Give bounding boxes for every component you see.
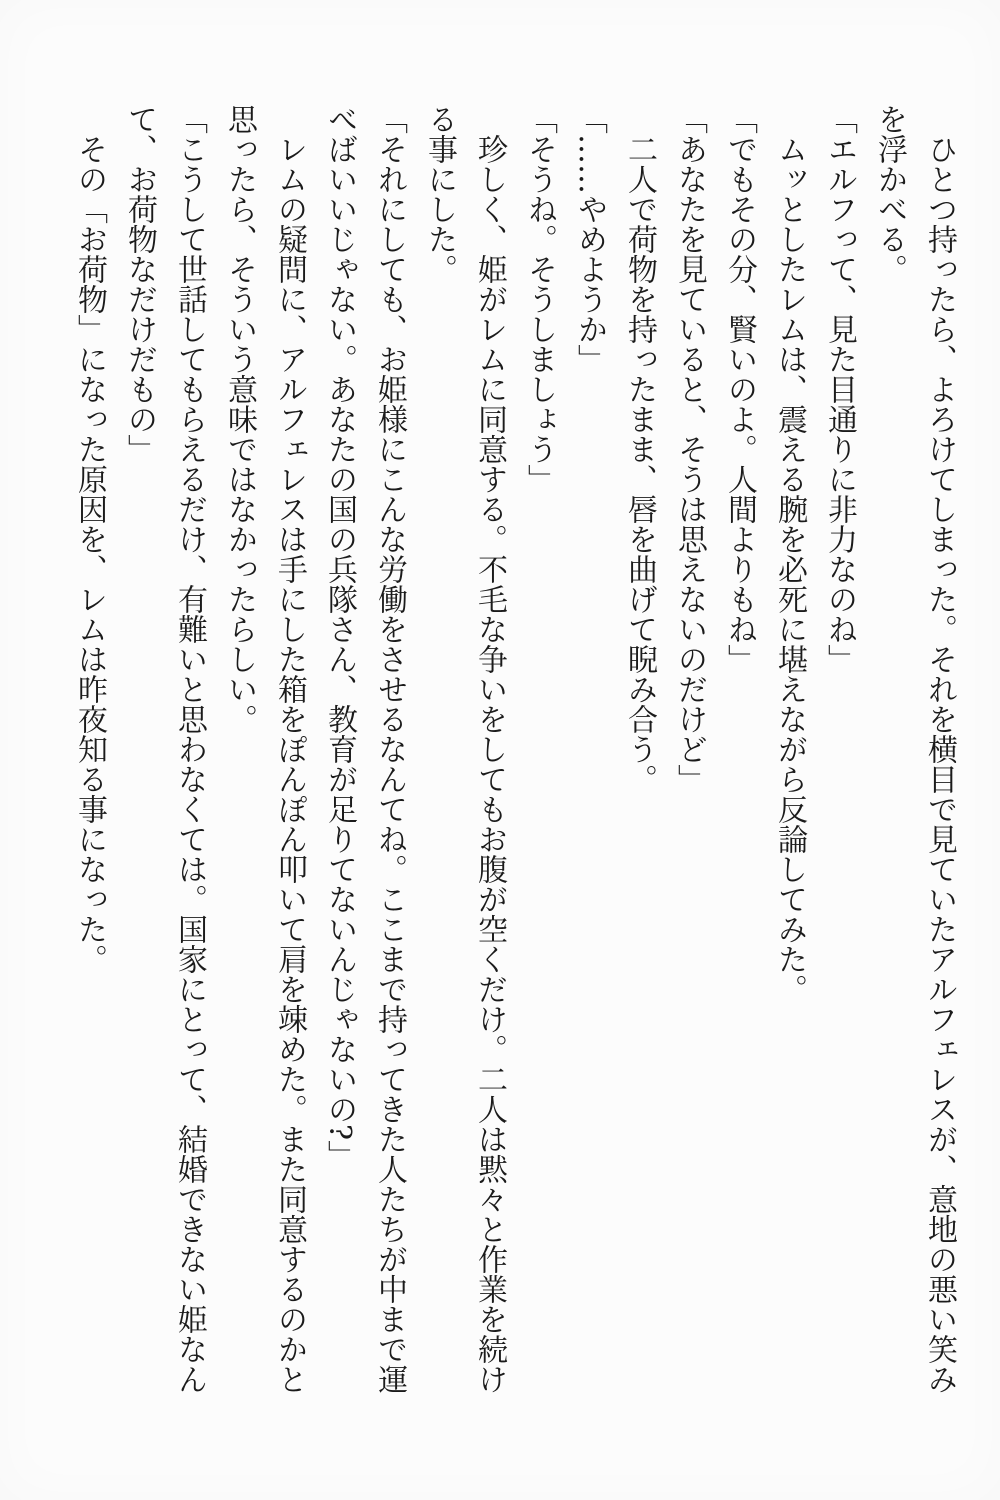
paragraph-dialogue: 「……やめようか」: [572, 104, 607, 374]
paragraph: 二人で荷物を持ったまま、唇を曲げて睨み合う。: [622, 134, 657, 794]
paragraph: レムの疑問に、アルフェレスは手にした箱をぽんぽん叩いて肩を竦めた。また同意するのかと思ったら、そういう意味ではなかったらしい。: [222, 104, 307, 1394]
paragraph-dialogue: 「こうして世話してもらえるだけ、有難いと思わなくては。国家にとって、結婚できない姫なんて、お荷物なだけだもの」: [122, 104, 207, 1394]
paragraph: その「お荷物」になった原因を、レムは昨夜知る事になった。: [72, 134, 107, 974]
paragraph-dialogue: 「そうね。そうしましょう」: [522, 104, 557, 494]
paragraph-dialogue: 「エルフって、見た目通りに非力なのね」: [822, 104, 857, 674]
paragraph-dialogue: 「それにしても、お姫様にこんな労働をさせるなんてね。ここまで持ってきた人たちが中まで運べばいいじゃない。あなたの国の兵隊さん、教育が足りてないんじゃないの?」: [322, 104, 407, 1394]
paragraph: ムッとしたレムは、震える腕を必死に堪えながら反論してみた。: [772, 134, 807, 1004]
paragraph: 珍しく、姫がレムに同意する。不毛な争いをしてもお腹が空くだけ。二人は黙々と作業を続ける事にした。: [422, 104, 507, 1394]
paragraph-dialogue: 「でもその分、賢いのよ。人間よりもね」: [722, 104, 757, 674]
vertical-text-block: [40, 0, 1000, 1500]
paragraph-dialogue: 「あなたを見ていると、そうは思えないのだけど」: [672, 104, 707, 794]
paragraph: ひとつ持ったら、よろけてしまった。それを横目で見ていたアルフェレスが、意地の悪い笑みを浮かべる。: [872, 104, 957, 1394]
